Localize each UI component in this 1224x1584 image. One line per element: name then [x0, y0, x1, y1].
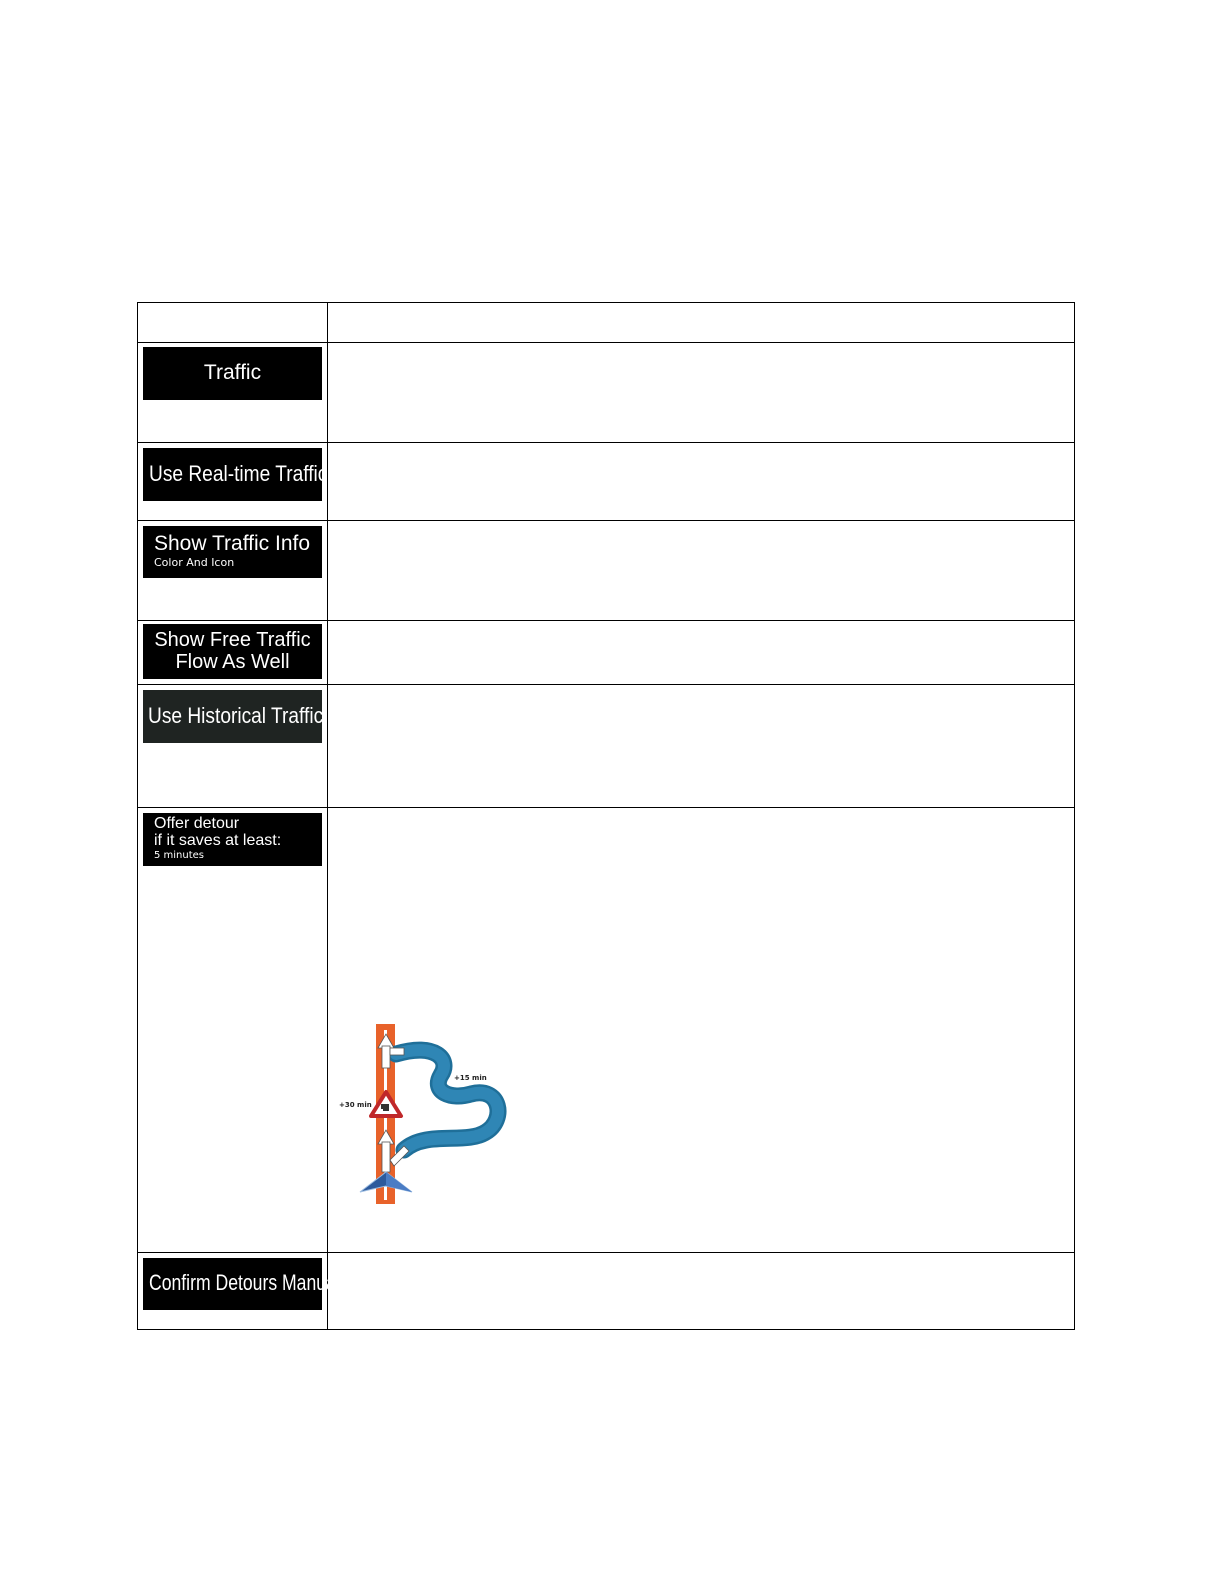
offer-detour-line1: Offer detour — [154, 815, 240, 832]
show-free-traffic-flow-line1: Show Free Traffic — [154, 629, 311, 651]
use-real-time-traffic-button[interactable] — [143, 448, 328, 501]
show-free-traffic-flow-button[interactable] — [143, 624, 322, 679]
traffic-button-label: Traffic — [203, 361, 262, 384]
show-traffic-info-sublabel: Color And Icon — [154, 556, 235, 569]
row-divider — [138, 1252, 1074, 1253]
main-route-delay-label: +30 min — [339, 1101, 372, 1109]
row-divider — [138, 442, 1074, 443]
offer-detour-line2: if it saves at least: — [154, 832, 282, 849]
traffic-button[interactable] — [143, 347, 322, 400]
row-divider — [138, 620, 1074, 621]
use-historical-traffic-button[interactable] — [143, 690, 322, 743]
column-divider — [327, 303, 328, 1329]
show-free-traffic-flow-line2: Flow As Well — [175, 651, 290, 673]
row-divider — [138, 684, 1074, 685]
detour-delay-label: +15 min — [454, 1074, 487, 1082]
use-historical-traffic-label: Use Historical Traffic — [148, 703, 324, 728]
offer-detour-value: 5 minutes — [154, 850, 205, 861]
confirm-detours-manually-button[interactable] — [143, 1258, 353, 1310]
row-divider — [138, 807, 1074, 808]
confirm-detours-manually-label: Confirm Detours Manually — [149, 1270, 353, 1295]
detour-illustration — [336, 1020, 516, 1210]
show-traffic-info-label: Show Traffic Info — [154, 532, 311, 555]
offer-detour-button[interactable] — [143, 813, 322, 866]
row-divider — [138, 520, 1074, 521]
traffic-warning-icon — [371, 1092, 401, 1116]
use-real-time-traffic-label: Use Real-time Traffic — [149, 461, 328, 486]
header-row-divider — [138, 342, 1074, 343]
show-traffic-info-button[interactable] — [143, 526, 322, 578]
